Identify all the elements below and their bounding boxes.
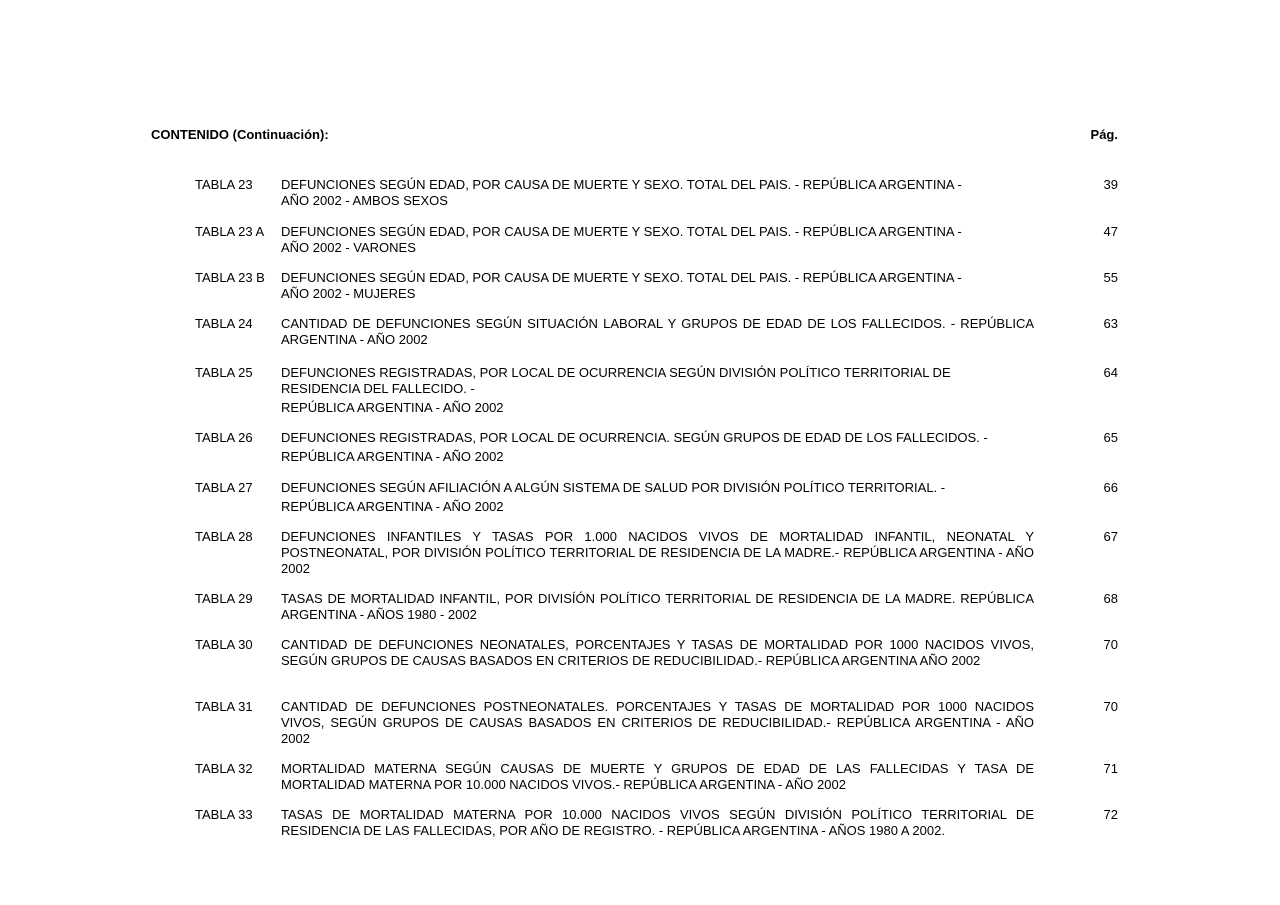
toc-entry-page: 63: [1103, 316, 1118, 331]
toc-entry-title: MORTALIDAD MATERNA SEGÚN CAUSAS DE MUERTE Y GRUPOS DE EDAD DE LAS FALLECIDAS Y TASA DE MORTALIDAD MATERNA POR 10.000 NACIDOS VIVOS.- REPÚBLICA ARGENTINA - AÑO 2002: [281, 761, 1034, 792]
toc-entry-label: TABLA 30: [195, 637, 253, 652]
toc-entry-page: 70: [1103, 699, 1118, 714]
toc-entry-page: 71: [1103, 761, 1118, 776]
toc-entry-title: CANTIDAD DE DEFUNCIONES POSTNEONATALES. PORCENTAJES Y TASAS DE MORTALIDAD POR 1000 NACIDOS VIVOS, SEGÚN GRUPOS DE CAUSAS BASADOS EN CRITERIOS DE REDUCIBILIDAD.- REPÚBLICA ARGENTINA - AÑO 2002: [281, 699, 1034, 746]
toc-entry-title: CANTIDAD DE DEFUNCIONES NEONATALES, PORCENTAJES Y TASAS DE MORTALIDAD POR 1000 NACIDOS VIVOS, SEGÚN GRUPOS DE CAUSAS BASADOS EN CRITERIOS DE REDUCIBILIDAD.- REPÚBLICA ARGENTINA AÑO 2002: [281, 637, 1034, 668]
toc-entry-title: CANTIDAD DE DEFUNCIONES SEGÚN SITUACIÓN LABORAL Y GRUPOS DE EDAD DE LOS FALLECIDOS. - REPÚBLICA ARGENTINA - AÑO 2002: [281, 316, 1034, 347]
toc-entry-page: 47: [1103, 224, 1118, 239]
toc-entry-label: TABLA 32: [195, 761, 253, 776]
toc-entry-page: 66: [1103, 480, 1118, 495]
toc-entry-title: DEFUNCIONES SEGÚN EDAD, POR CAUSA DE MUERTE Y SEXO. TOTAL DEL PAIS. - REPÚBLICA ARGENTINA - AÑO 2002 - MUJERES: [281, 270, 962, 301]
toc-entry-title: DEFUNCIONES SEGÚN AFILIACIÓN A ALGÚN SISTEMA DE SALUD POR DIVISIÓN POLÍTICO TERRITORIAL. - REPÚBLICA ARGENTINA - AÑO 2002: [281, 480, 946, 514]
toc-entry-label: TABLA 23 B: [195, 270, 265, 285]
toc-entry-label: TABLA 23: [195, 177, 253, 192]
toc-entry-title: DEFUNCIONES SEGÚN EDAD, POR CAUSA DE MUERTE Y SEXO. TOTAL DEL PAIS. - REPÚBLICA ARGENTINA - AÑO 2002 - AMBOS SEXOS: [281, 177, 962, 208]
toc-entry-label: TABLA 28: [195, 529, 253, 544]
toc-entry-label: TABLA 25: [195, 365, 253, 380]
toc-entry-page: 64: [1103, 365, 1118, 380]
contents-heading: CONTENIDO (Continuación):: [151, 127, 329, 142]
toc-entry-title: TASAS DE MORTALIDAD MATERNA POR 10.000 NACIDOS VIVOS SEGÚN DIVISIÓN POLÍTICO TERRITORIAL DE RESIDENCIA DE LAS FALLECIDAS, POR AÑO DE REGISTRO. - REPÚBLICA ARGENTINA - AÑOS 1980 A 2002.: [281, 807, 1034, 838]
toc-entry-label: TABLA 27: [195, 480, 253, 495]
toc-entry-page: 67: [1103, 529, 1118, 544]
toc-entry-title: DEFUNCIONES REGISTRADAS, POR LOCAL DE OCURRENCIA SEGÚN DIVISIÓN POLÍTICO TERRITORIAL DE RESIDENCIA DEL FALLECIDO. - REPÚBLICA ARGENTINA - AÑO 2002: [281, 365, 951, 415]
toc-entry-label: TABLA 29: [195, 591, 253, 606]
toc-entry-label: TABLA 31: [195, 699, 253, 714]
toc-entry-label: TABLA 26: [195, 430, 253, 445]
toc-entry-page: 39: [1103, 177, 1118, 192]
toc-entry-page: 65: [1103, 430, 1118, 445]
toc-entry-page: 68: [1103, 591, 1118, 606]
toc-entry-title: DEFUNCIONES REGISTRADAS, POR LOCAL DE OCURRENCIA. SEGÚN GRUPOS DE EDAD DE LOS FALLECIDOS. - REPÚBLICA ARGENTINA - AÑO 2002: [281, 430, 988, 464]
toc-entry-label: TABLA 23 A: [195, 224, 265, 239]
toc-entry-page: 70: [1103, 637, 1118, 652]
toc-entry-label: TABLA 33: [195, 807, 253, 822]
toc-entry-title: DEFUNCIONES SEGÚN EDAD, POR CAUSA DE MUERTE Y SEXO. TOTAL DEL PAIS. - REPÚBLICA ARGENTINA - AÑO 2002 - VARONES: [281, 224, 962, 255]
page-column-heading: Pág.: [1090, 127, 1118, 142]
toc-entry-page: 72: [1103, 807, 1118, 822]
toc-entry-title: TASAS DE MORTALIDAD INFANTIL, POR DIVISÍÓN POLÍTICO TERRITORIAL DE RESIDENCIA DE LA MADRE. REPÚBLICA ARGENTINA - AÑOS 1980 - 2002: [281, 591, 1034, 622]
toc-entry-title: DEFUNCIONES INFANTILES Y TASAS POR 1.000 NACIDOS VIVOS DE MORTALIDAD INFANTIL, NEONATAL Y POSTNEONATAL, POR DIVISIÓN POLÍTICO TERRITORIAL DE RESIDENCIA DE LA MADRE.- REPÚBLICA ARGENTINA - AÑO 2002: [281, 529, 1034, 576]
toc-entry-page: 55: [1103, 270, 1118, 285]
toc-entry-label: TABLA 24: [195, 316, 253, 331]
